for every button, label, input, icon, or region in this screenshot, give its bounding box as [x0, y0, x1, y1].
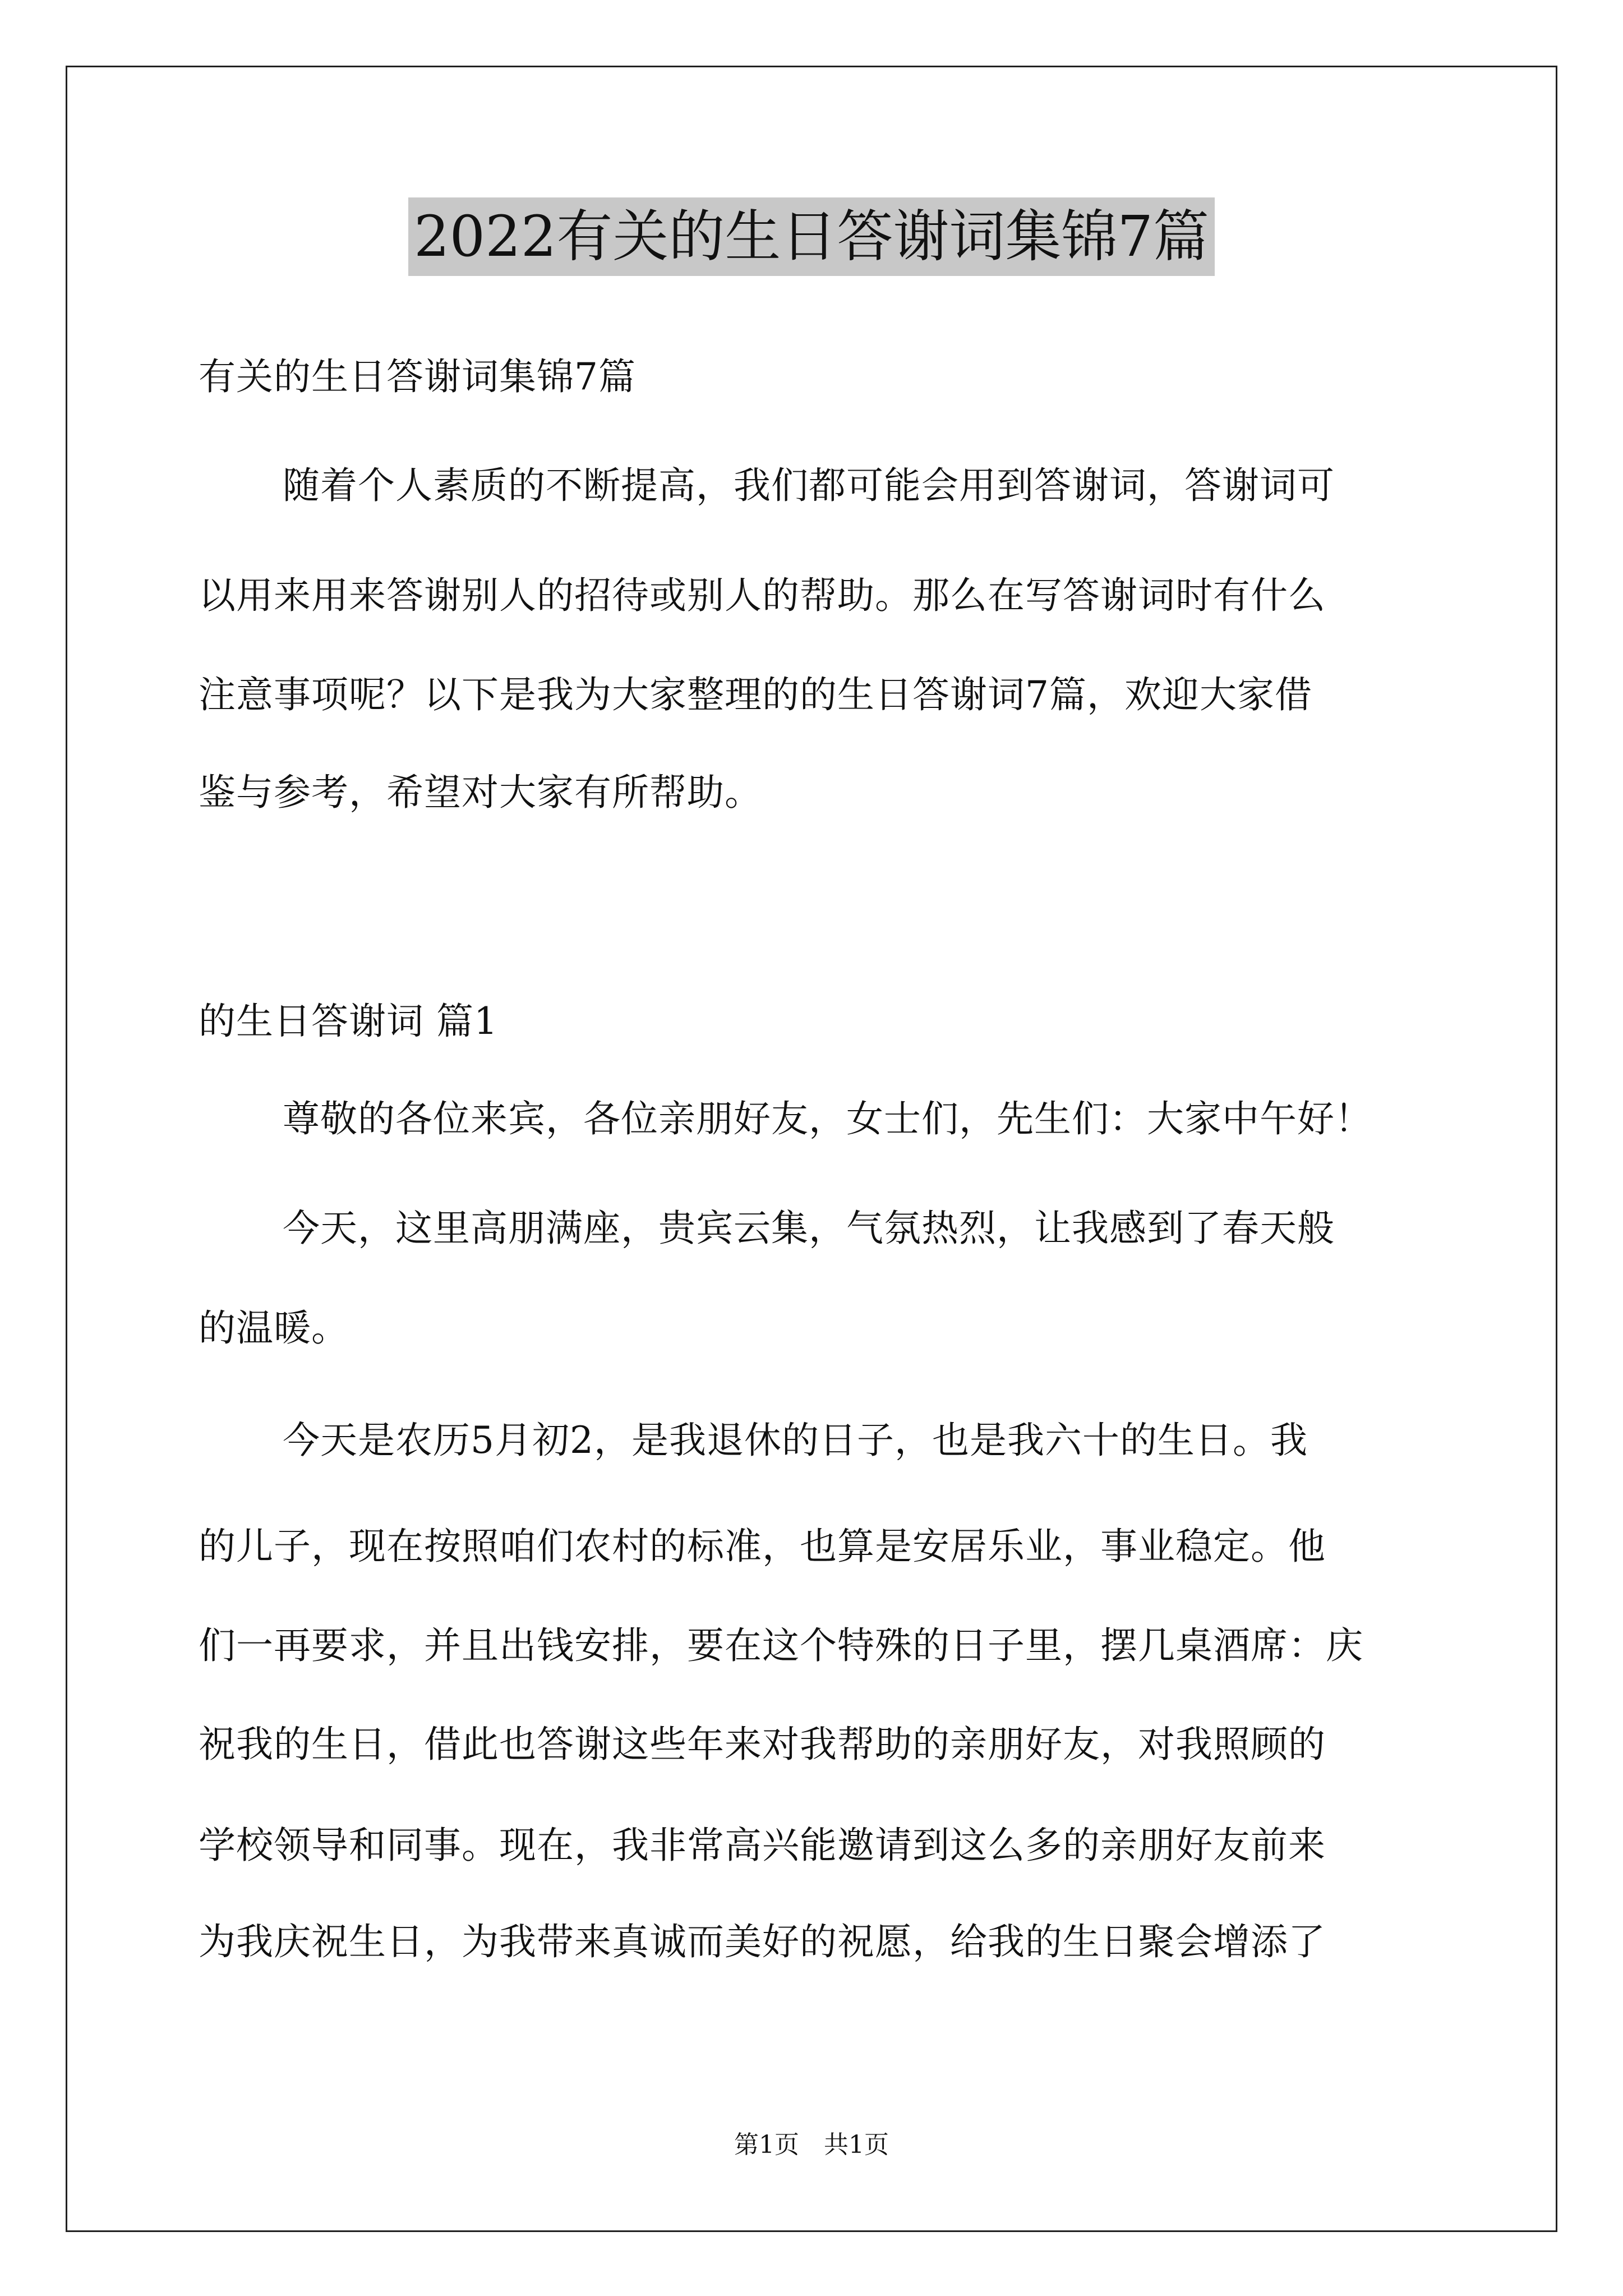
body-line: 尊敬的各位来宾，各位亲朋好友，女士们，先生们：大家中午好！	[283, 1097, 1372, 1140]
intro-line: 鉴与参考，希望对大家有所帮助。	[199, 771, 762, 814]
document-subtitle: 有关的生日答谢词集锦7篇	[199, 355, 636, 398]
body-line: 的儿子，现在按照咱们农村的标准，也算是安居乐业，事业稳定。他	[199, 1525, 1326, 1568]
intro-line: 以用来用来答谢别人的招待或别人的帮助。那么在写答谢词时有什么	[199, 574, 1326, 617]
page-footer: 第1页 共1页	[734, 2131, 889, 2159]
body-line: 们一再要求，并且出钱安排，要在这个特殊的日子里，摆几桌酒席：庆	[199, 1624, 1363, 1667]
intro-line: 注意事项呢？以下是我为大家整理的的生日答谢词7篇，欢迎大家借	[199, 673, 1312, 716]
intro-line: 随着个人素质的不断提高，我们都可能会用到答谢词，答谢词可	[283, 464, 1335, 507]
body-line: 学校领导和同事。现在，我非常高兴能邀请到这么多的亲朋好友前来	[199, 1824, 1326, 1867]
title-container	[0, 197, 1623, 276]
document-title: 2022有关的生日答谢词集锦7篇	[408, 197, 1215, 276]
body-line: 为我庆祝生日，为我带来真诚而美好的祝愿，给我的生日聚会增添了	[199, 1920, 1326, 1963]
body-line: 祝我的生日，借此也答谢这些年来对我帮助的亲朋好友，对我照顾的	[199, 1723, 1326, 1766]
body-line: 的温暖。	[199, 1306, 349, 1350]
section-heading: 的生日答谢词 篇1	[199, 1000, 498, 1043]
body-line: 今天，这里高朋满座，贵宾云集，气氛热烈，让我感到了春天般	[283, 1207, 1335, 1250]
body-line: 今天是农历5月初2，是我退休的日子，也是我六十的生日。我	[283, 1419, 1308, 1462]
